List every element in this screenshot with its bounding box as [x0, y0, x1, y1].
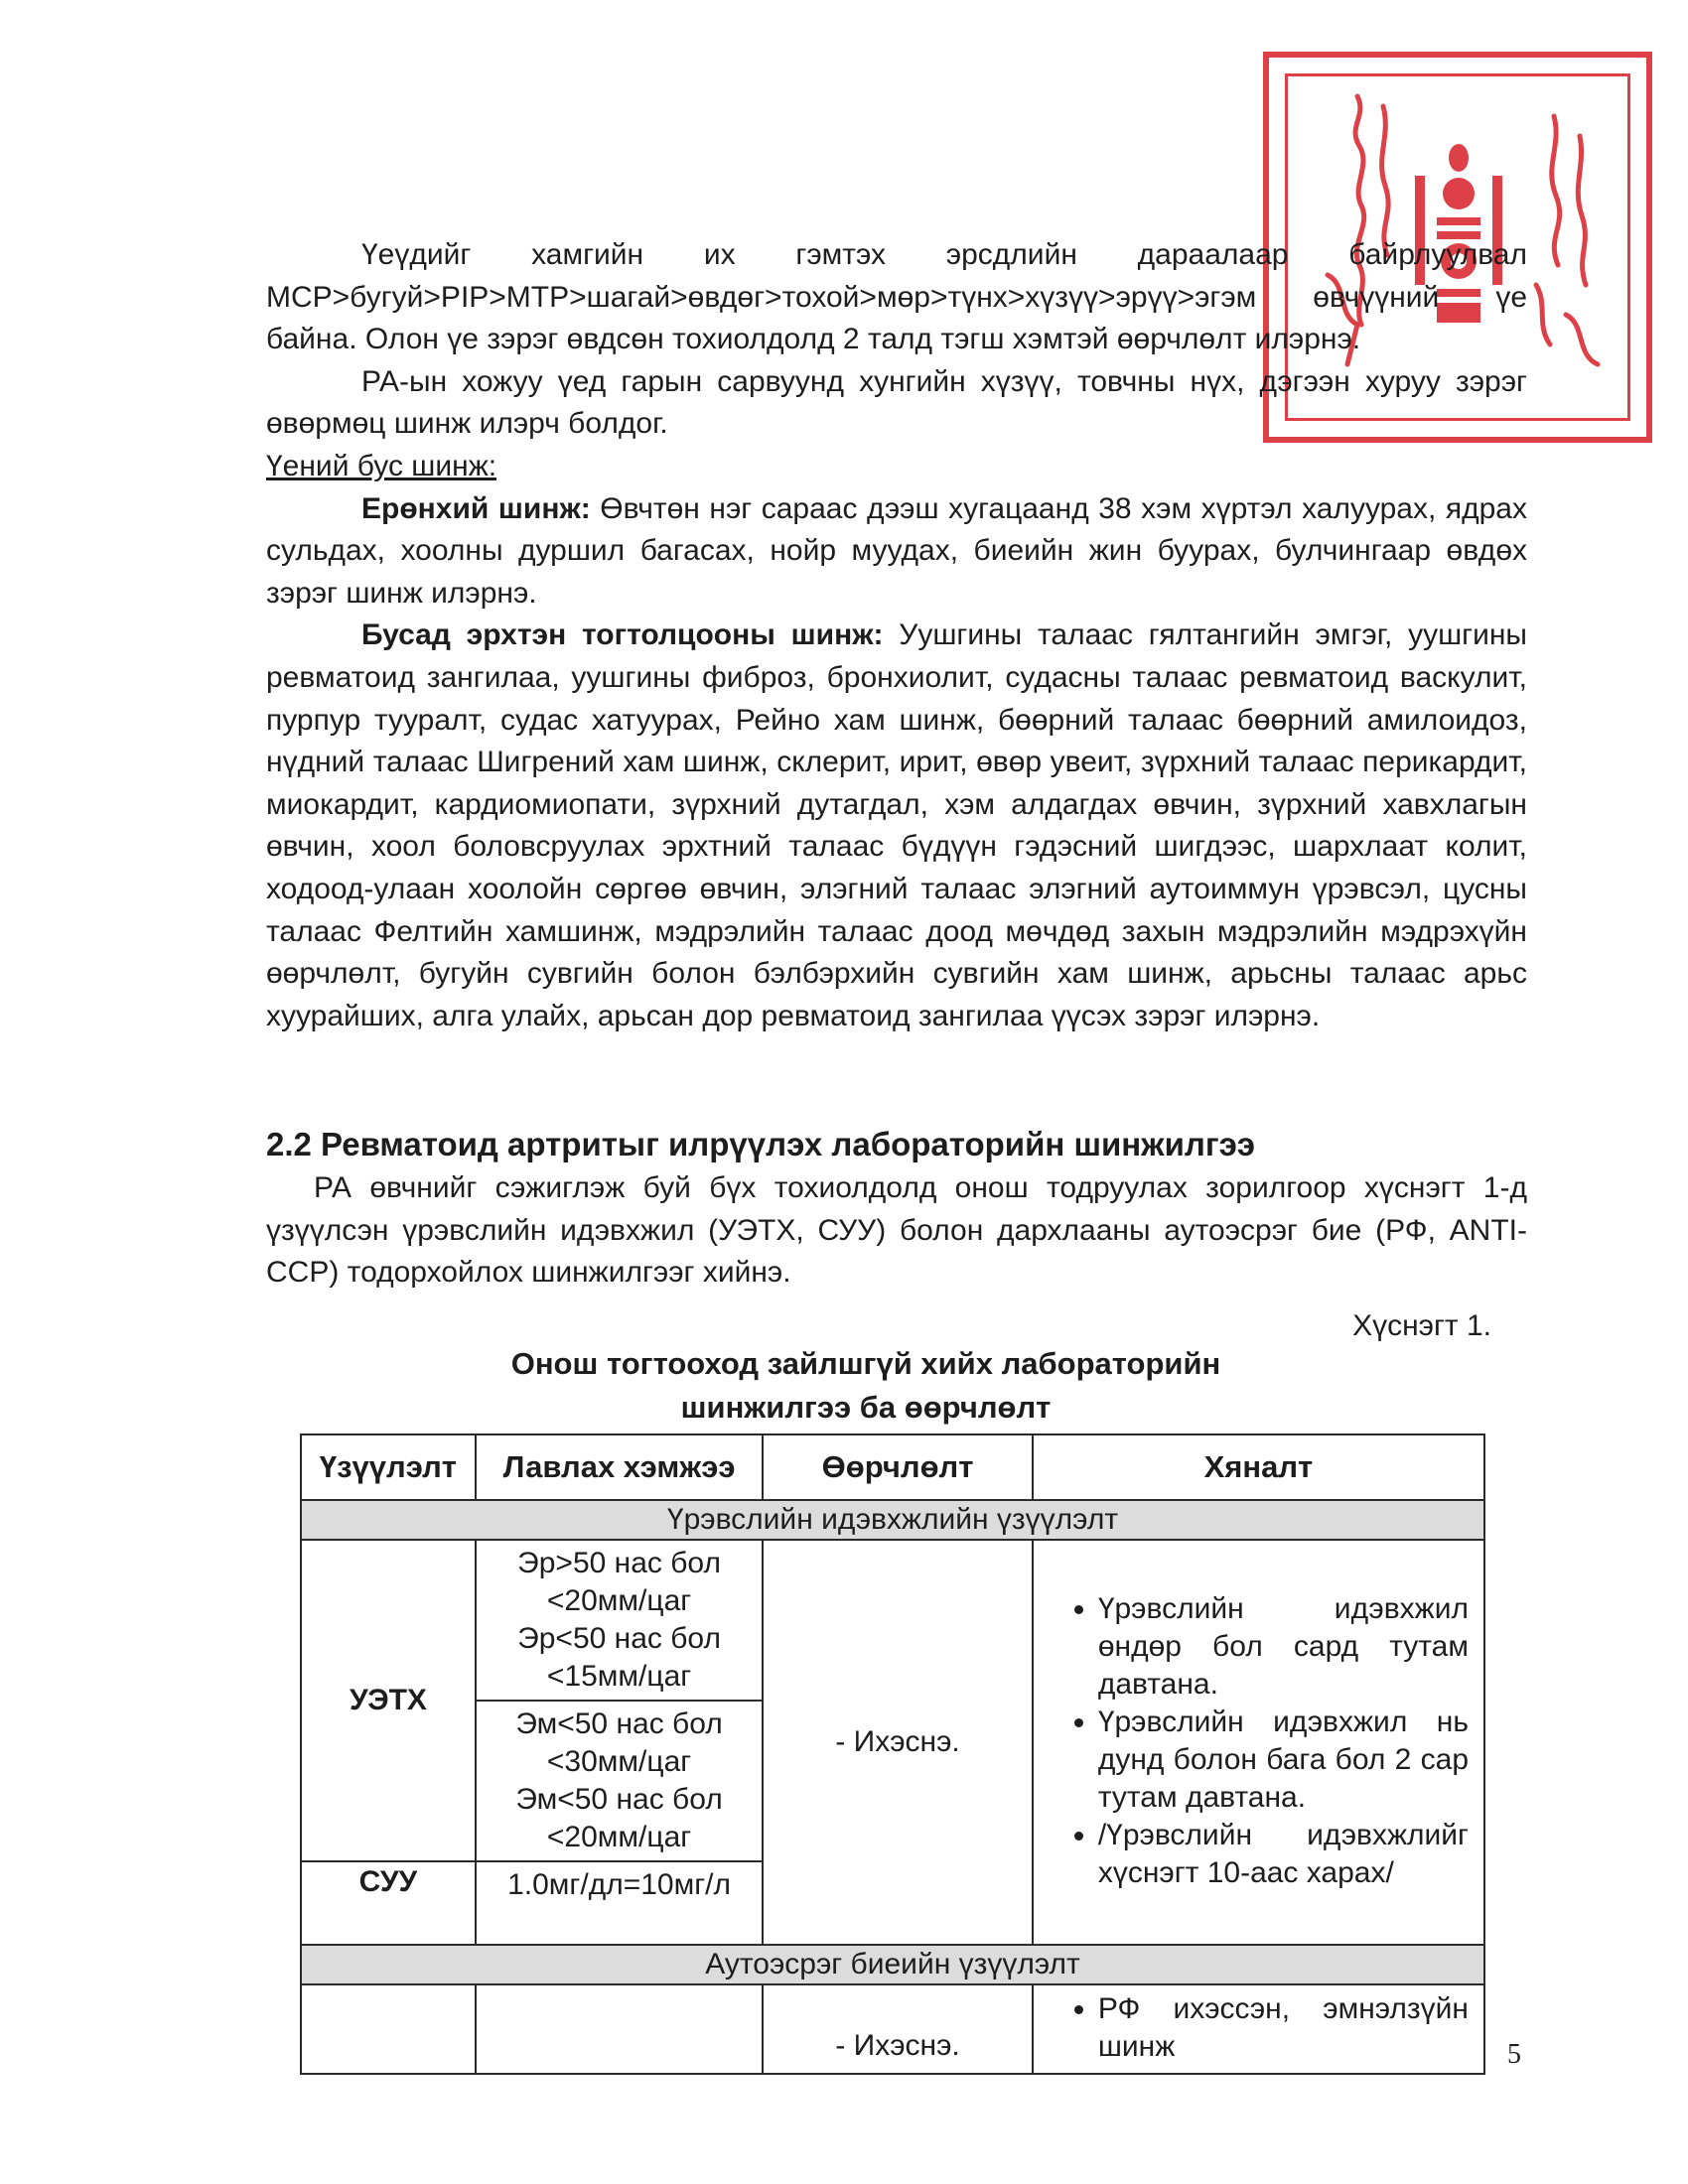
other-organs-label: Бусад эрхтэн тогтолцооны шинж: — [361, 618, 884, 652]
table-title — [369, 1342, 1362, 1430]
paragraph-late-stage: РА-ын хожуу үед гарын сарвуунд хунгийн хүзүү, товчны нүх, дэгээн хуруу зэрэг өвөрмөц шинж илэрч болдог. — [266, 364, 1527, 441]
subheading-non-articular: Үений бус шинж: — [266, 449, 497, 482]
cell-uetkh-control — [1033, 1540, 1484, 1945]
cell-uetkh-name: УЭТХ — [301, 1540, 476, 1861]
ref-text: <15мм/цаг — [546, 1660, 692, 1693]
cell-rf-change: - Ихэснэ. — [763, 1984, 1033, 2074]
paragraph-joint-order: Үеүдийг хамгийн их гэмтэх эрсдлийн дараалаар байрлуулвал МСР>бугуй>PIP>МТР>шагай>өвдөг>тохой>мөр>түнх>хүзүү>эрүү>эгэм өвчүүний үе байна. Олон үе зэрэг өвдсөн тохиолдолд 2 талд тэгш хэмтэй өөрчлөлт илэрнэ. — [266, 238, 1527, 356]
group-autoantibody-label: Аутоэсрэг биеийн үзүүлэлт — [301, 1945, 1484, 1984]
section-paragraph: РА өвчнийг сэжиглэж буй бүх тохиолдолд онош тодруулах зорилгоор хүснэгт 1-д үзүүлсэн үрэвслийн идэвхжил (УЭТХ, СУУ) болон дархлааны аутоэсрэг бие (РФ, ANTI-CCP) тодорхойлох шинжилгээг хийнэ. — [266, 1171, 1527, 1290]
cell-uetkh-change: - Ихэснэ. — [763, 1540, 1033, 1945]
table-group-row — [301, 1500, 1484, 1540]
page-number: 5 — [1507, 2039, 1521, 2070]
cell-uetkh-ref-male — [476, 1540, 763, 1701]
table-group-row — [301, 1945, 1484, 1984]
ref-text: <20мм/цаг — [546, 1584, 692, 1617]
ref-text: <20мм/цаг — [546, 1821, 692, 1853]
ref-text: Эр<50 нас бол — [517, 1622, 721, 1655]
paragraph-general-signs — [266, 488, 1527, 615]
header-control: Хяналт — [1033, 1434, 1484, 1500]
cell-rf-control — [1033, 1984, 1484, 2074]
table-row — [301, 1540, 1484, 1701]
section-heading: 2.2 Ревматоид артритыг илрүүлэх лабораторийн шинжилгээ — [266, 1126, 1256, 1162]
lab-tests-table — [300, 1433, 1485, 2075]
cell-suu-ref: 1.0мг/дл=10мг/л — [476, 1861, 763, 1945]
header-indicator: Үзүүлэлт — [301, 1434, 476, 1500]
header-reference: Лавлах хэмжээ — [476, 1434, 763, 1500]
other-organs-text: Уушгины талаас гялтангийн эмгэг, уушгины ревматоид зангилаа, уушгины фиброз, бронхиолит, судасны талаас ревматоид васкулит, пурпур тууралт, судас хатуурах, Рейно хам шинж, бөөрний талаас бөөрний амилоидоз, нүдний талаас Шигрений хам шинж, склерит, ирит, өвөр увеит, зүрхний талаас перикардит, миокардит, кардиомиопати, зүрхний дутагдал, хэм алдагдах өвчин, зүрхний хавхлагын өвчин, хоол боловсруулах эрхтний талаас бүдүүн гэдэсний шигдээс, шархлаат колит, ходоод-улаан хоолойн сөргөө өвчин, элэгний талаас элэгний аутоиммун үрэвсэл, цусны талаас Фелтийн хамшинж, мэдрэлийн талаас доод мөчдөд захын мэдрэлийн мэдрэхүйн өөрчлөлт, бугуйн сувгийн болон бэлбэрхийн сувгийн хам шинж, арьсны талаас арьс хуурайших, алга улайх, арьсан дор ревматоид зангилаа үүсэх зэрэг илэрнэ. — [266, 618, 1527, 1032]
cell-rf-name — [301, 1984, 476, 2074]
general-signs-text: Өвчтөн нэг сараас дээш хугацаанд 38 хэм хүртэл халуурах, ядрах сульдах, хоолны дуршил багасах, нойр муудах, биеийн жин буурах, булчингаар өвдөх зэрэг шинж илэрнэ. — [266, 491, 1527, 610]
general-signs-label: Ерөнхий шинж: — [361, 491, 591, 525]
ref-text: <30мм/цаг — [546, 1745, 692, 1778]
ref-text: Эм<50 нас бол — [515, 1783, 723, 1816]
table-title-line-1: Онош тогтооход зайлшгүй хийх лабораторийн — [510, 1346, 1221, 1381]
ref-text: Эр>50 нас бол — [517, 1547, 721, 1579]
section-paragraph-wrap — [266, 1167, 1527, 1295]
control-list — [1035, 1586, 1482, 1898]
control-list — [1035, 1986, 1482, 2072]
table-number: Хүснэгт 1. — [1352, 1309, 1491, 1342]
cell-rf-ref — [476, 1984, 763, 2074]
table-row — [301, 1984, 1484, 2074]
cell-suu-name: СУУ — [301, 1861, 476, 1945]
group-inflammation-label: Үрэвслийн идэвхжлийн үзүүлэлт — [301, 1500, 1484, 1540]
cell-uetkh-ref-female — [476, 1701, 763, 1861]
body-text-top — [266, 234, 1527, 1037]
list-item: • Үрэвслийн идэвхжил өндөр бол сард тутам давтана. — [1098, 1590, 1469, 1704]
ref-text: Эм<50 нас бол — [515, 1707, 723, 1740]
list-item: • /Үрэвслийн идэвхжлийг хүснэгт 10-аас харах/ — [1098, 1817, 1469, 1892]
header-change: Өөрчлөлт — [763, 1434, 1033, 1500]
paragraph-other-organs — [266, 614, 1527, 1037]
list-item: • Үрэвслийн идэвхжил нь дунд болон бага бол 2 сар тутам давтана. — [1098, 1704, 1469, 1817]
list-item: • РФ ихэссэн, эмнэлзүйн шинж — [1098, 1990, 1469, 2066]
table-header-row — [301, 1434, 1484, 1500]
table-title-line-2: шинжилгээ ба өөрчлөлт — [680, 1390, 1052, 1425]
